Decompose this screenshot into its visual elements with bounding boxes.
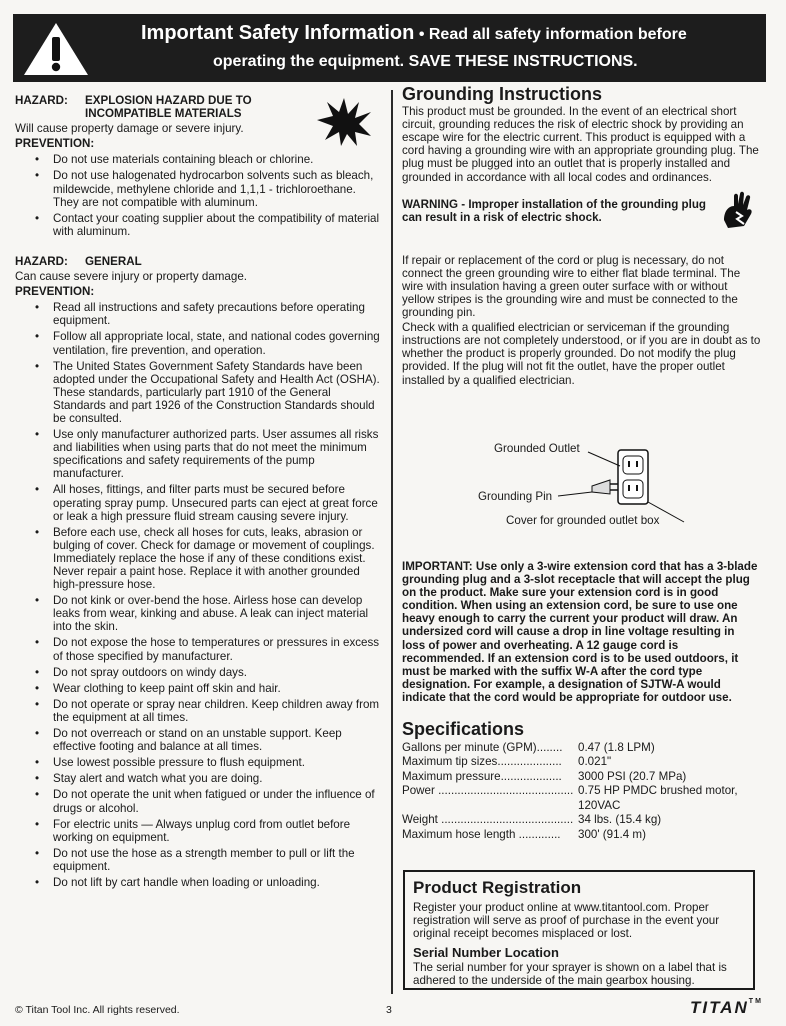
spec-row: Maximum hose length ............. 300' (91.4 m) xyxy=(402,827,646,841)
list-item: • All hoses, fittings, and filter parts must be secured before operating spray pump. Unsecured parts can eject at great force or leak a high pressure fluid stream causing severe injury. xyxy=(35,483,378,523)
hazard1-title: EXPLOSION HAZARD DUE TO INCOMPATIBLE MATERIALS xyxy=(85,94,252,121)
serial-number-title: Serial Number Location xyxy=(413,945,559,961)
list-item: • For electric units — Always unplug cord from outlet before working on equipment. xyxy=(35,817,351,844)
spec-row: Maximum tip sizes.................... 0.021" xyxy=(402,755,612,768)
label-grounded-outlet: Grounded Outlet xyxy=(494,442,580,455)
list-item: • Do not overreach or stand on an unstable support. Keep effective footing and balance at all times. xyxy=(35,727,342,754)
hazard1-desc: Will cause property damage or severe injury. xyxy=(15,122,244,136)
list-item: • Do not use materials containing bleach or chlorine. xyxy=(35,153,314,167)
left-column xyxy=(15,94,380,892)
list-item: • Use lowest possible pressure to flush equipment. xyxy=(35,756,305,770)
list-item: • Do not operate the unit when fatigued or under the influence of drugs or alcohol. xyxy=(35,788,375,815)
list-item: • Do not operate or spray near children. Keep children away from the equipment at all times. xyxy=(35,697,380,724)
banner-bullet: • xyxy=(418,26,425,43)
label-cover-outlet-box: Cover for grounded outlet box xyxy=(506,514,660,527)
spec-row: Power .......................................... 0.75 HP PMDC brushed motor, 120VAC xyxy=(402,784,738,812)
column-divider xyxy=(391,90,393,994)
list-item: • Do not use halogenated hydrocarbon solvents such as bleach, mildewcide, methylene chloride and 1,1,1 - trichloroethane. They are not compatible with aluminum. xyxy=(35,169,374,209)
list-item: • Do not expose the hose to temperatures or pressures in excess of those specified by manufacturer. xyxy=(35,636,380,663)
list-item: • Do not spray outdoors on windy days. xyxy=(35,665,247,679)
logo-text: TITAN xyxy=(690,998,749,1017)
spec-row: Weight ......................................... 34 lbs. (15.4 kg) xyxy=(402,813,662,826)
hazard1-prevention-label: PREVENTION: xyxy=(15,137,95,151)
registration-title: Product Registration xyxy=(413,878,582,897)
spec-row: Gallons per minute (GPM)........ 0.47 (1.8 LPM) xyxy=(402,740,655,754)
list-item: • Follow all appropriate local, state, and national codes governing ventilation, fire prevention, and operation. xyxy=(35,330,380,357)
titan-logo xyxy=(690,998,763,1018)
hazard2-prevention-label: PREVENTION: xyxy=(15,285,95,299)
banner-line-2: operating the equipment. SAVE THESE INSTRUCTIONS. xyxy=(213,53,638,70)
hazard-general-section xyxy=(15,255,380,889)
list-item: • The United States Government Safety Standards have been adopted under the Occupational Safety and Health Act (OSHA). These standards, particularly part 1910 of the General Standards and part 1926 of the Construction Standards should be consulted. xyxy=(35,359,380,425)
safety-banner xyxy=(13,14,766,82)
important-section xyxy=(402,560,758,704)
grounding-paragraph-1: This product must be grounded. In the event of an electrical short circuit, grounding reduces the risk of electric shock by providing an escape wire for the electric current. This product is equipped with a cord having a grounding wire with an appropriate grounding plug. The plug must be plugged into an outlet that is properly installed and grounded in accordance with all local codes and ordinances. xyxy=(402,105,759,184)
list-item: • Do not use the hose as a strength member to pull or lift the equipment. xyxy=(35,846,355,873)
spec-row: Maximum pressure................... 3000 PSI (20.7 MPa) xyxy=(402,769,687,783)
product-registration-box xyxy=(403,870,755,990)
explosion-icon xyxy=(315,96,373,148)
page-number: 3 xyxy=(386,1004,392,1016)
warning-text: WARNING - Improper installation of the grounding plug can result in a risk of electric shock. xyxy=(402,197,706,224)
list-item: • Do not lift by cart handle when loading or unloading. xyxy=(35,875,320,889)
hazard2-header xyxy=(15,255,380,268)
banner-line-1 xyxy=(141,22,687,45)
list-item: • Use only manufacturer authorized parts. User assumes all risks and liabilities when using parts that do not meet the minimum specifications and safety requirements of the pump manufacturer. xyxy=(35,428,379,481)
list-item: • Read all instructions and safety precautions before operating equipment. xyxy=(35,301,365,328)
hazard2-list xyxy=(15,301,380,889)
grounding-warning xyxy=(402,198,762,232)
banner-title: Important Safety Information xyxy=(141,22,415,44)
copyright: © Titan Tool Inc. All rights reserved. xyxy=(15,1004,180,1016)
list-item: • Do not kink or over-bend the hose. Airless hose can develop leaks from wear, kinking and abuse. A leak can inject material into the skin. xyxy=(35,594,369,634)
grounding-paragraph-3: Check with a qualified electrician or serviceman if the grounding instructions are not completely understood, or if you are in doubt as to whether the product is properly grounded. Do not modify the plug provided. If the plug will not fit the outlet, have the proper outlet installed by a qualified electrician. xyxy=(402,321,761,387)
registration-paragraph: Register your product online at www.titantool.com. Proper registration will serve as proof of purchase in the event your original receipt becomes misplaced or lost. xyxy=(413,901,720,941)
right-column xyxy=(402,84,762,387)
hazard2-label: HAZARD: xyxy=(15,254,68,268)
hazard2-title: GENERAL xyxy=(85,254,142,268)
grounding-title: Grounding Instructions xyxy=(402,84,602,104)
grounding-paragraph-2: If repair or replacement of the cord or plug is necessary, do not connect the green grounding wire to either flat blade terminal. The wire with insulation having a green outer surface with or without yellow stripes is the grounding wire and must be connected to the grounding pin. xyxy=(402,253,741,320)
hazard-explosion-section xyxy=(15,94,380,238)
specifications-title: Specifications xyxy=(402,719,525,739)
important-paragraph: IMPORTANT: Use only a 3-wire extension cord that has a 3-blade grounding plug and a 3-slot receptacle that will accept the plug on the product. Make sure your extension cord is in good condition. When using an extension cord, be sure to use one heavy enough to carry the current your product will draw. An undersized cord will cause a drop in line voltage resulting in loss of power and overheating. A 12 gauge cord is recommended. If an extension cord is to be used outdoors, it must be marked with the suffix W-A after the cord type designation. For example, a designation of SJTW-A would indicate that the cord would be appropriate for outdoor use. xyxy=(402,560,758,704)
hazard2-desc: Can cause severe injury or property damage. xyxy=(15,270,247,284)
banner-line1-rest: Read all safety information before xyxy=(428,26,687,43)
list-item: • Stay alert and watch what you are doing. xyxy=(35,772,263,786)
electric-shock-icon xyxy=(718,190,758,232)
list-item: • Wear clothing to keep paint off skin and hair. xyxy=(35,681,281,695)
warning-triangle-icon xyxy=(21,20,91,78)
logo-tm: TM xyxy=(748,998,763,1005)
list-item: • Before each use, check all hoses for cuts, leaks, abrasion or bulging of cover. Check for damage or movement of couplings. Immediately replace the hose if any of these conditions exist. Never repair a paint hose. Replace it with another grounded high-pressure hose. xyxy=(35,525,375,592)
specifications-section xyxy=(402,719,758,842)
serial-number-paragraph: The serial number for your sprayer is shown on a label that is adhered to the underside of the main gearbox housing. xyxy=(413,961,727,988)
grounded-outlet-figure xyxy=(470,436,700,536)
list-item: • Contact your coating supplier about the compatibility of material with aluminum. xyxy=(35,211,380,238)
hazard1-list xyxy=(15,153,380,238)
label-grounding-pin: Grounding Pin xyxy=(478,490,553,503)
hazard1-label: HAZARD: xyxy=(15,94,68,107)
